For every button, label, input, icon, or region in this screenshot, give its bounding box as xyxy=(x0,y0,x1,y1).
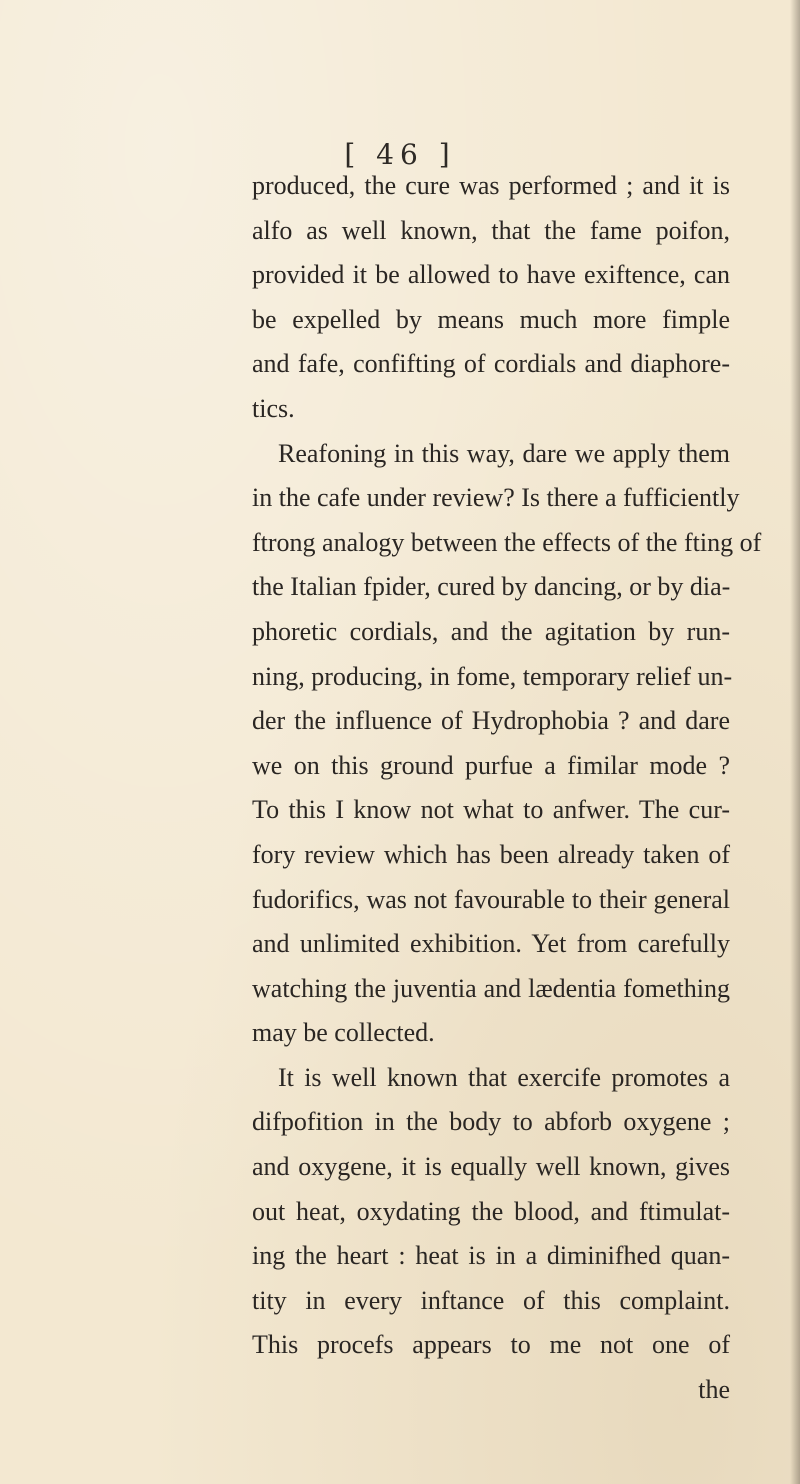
text-line: der the influence of Hydrophobia ? and dare xyxy=(252,706,730,736)
text-line: be expelled by means much more fimple xyxy=(252,304,730,334)
text-line: This procefs appears to me not one of xyxy=(252,1330,730,1360)
text-line: To this I know not what to anfwer. The cur- xyxy=(252,795,730,825)
text-line: we on this ground purfue a fimilar mode ? xyxy=(252,750,730,780)
page-number-header: [ 46 ] xyxy=(344,138,456,171)
text-line: tity in every inftance of this complaint. xyxy=(252,1285,730,1315)
text-line: watching the juventia and lædentia fomething xyxy=(252,973,730,1003)
text-line: ning, producing, in fome, temporary relief un- xyxy=(252,661,733,691)
text-line: may be collected. xyxy=(252,1018,435,1048)
text-line: Reafoning in this way, dare we apply them xyxy=(278,438,730,468)
text-line: fudorifics, was not favourable to their general xyxy=(252,884,730,914)
text-line: difpofition in the body to abforb oxygene ; xyxy=(252,1107,730,1137)
text-line: produced, the cure was performed ; and it is xyxy=(252,171,730,200)
text-line: phoretic cordials, and the agitation by run- xyxy=(252,616,730,646)
text-line: fory review which has been already taken of xyxy=(252,839,730,869)
text-line: tics. xyxy=(252,393,295,423)
text-line: ftrong analogy between the effects of the fting of xyxy=(252,527,762,557)
text-line: the Italian fpider, cured by dancing, or by dia- xyxy=(252,572,731,602)
text-line: in the cafe under review? Is there a fufficiently xyxy=(252,483,740,513)
text-line: alfo as well known, that the fame poifon, xyxy=(252,215,730,245)
catchword: the xyxy=(698,1375,730,1405)
text-line: ing the heart : heat is in a diminifhed quan- xyxy=(252,1241,730,1271)
text-line: out heat, oxydating the blood, and ftimulat- xyxy=(252,1196,730,1226)
text-line: It is well known that exercife promotes a xyxy=(278,1062,730,1092)
text-line: provided it be allowed to have exiftence, can xyxy=(252,260,730,290)
text-line: and fafe, confifting of cordials and diaphore- xyxy=(252,349,730,379)
body-text xyxy=(252,164,762,1413)
text-line: and unlimited exhibition. Yet from carefully xyxy=(252,929,730,959)
text-line: and oxygene, it is equally well known, gives xyxy=(252,1152,730,1182)
